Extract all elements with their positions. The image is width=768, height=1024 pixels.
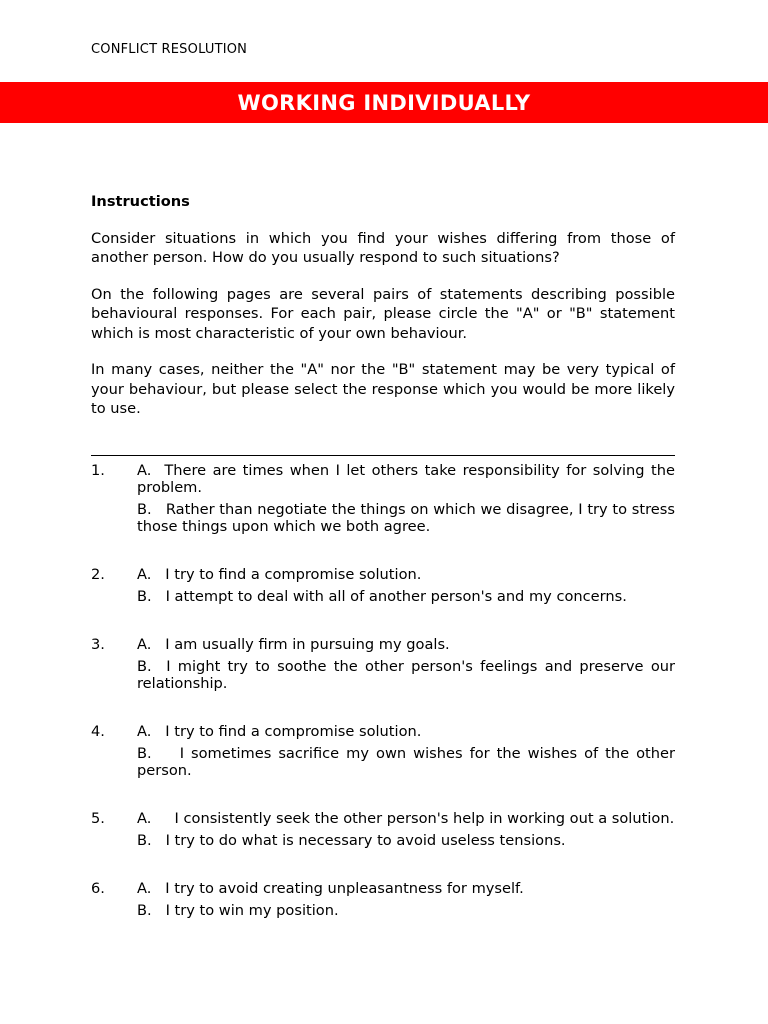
item-number: 2.: [91, 566, 105, 583]
page-title: WORKING INDIVIDUALLY: [237, 90, 531, 115]
instructions-heading: Instructions: [91, 193, 190, 210]
item-number: 5.: [91, 810, 105, 827]
section-label: CONFLICT RESOLUTION: [91, 42, 248, 57]
title-banner: [0, 82, 768, 123]
statement-pairs-list: [91, 462, 689, 950]
statement-a[interactable]: A. I try to find a compromise solution.: [137, 566, 422, 583]
statement-pair: [91, 723, 680, 784]
statement-a[interactable]: A. I consistently seek the other person's help in working out a solution.: [137, 810, 675, 827]
divider-line: [91, 455, 675, 456]
statement-a[interactable]: A. I am usually firm in pursuing my goals.: [137, 636, 450, 653]
statement-b[interactable]: B. I might try to soothe the other person's feelings and preserve our relationship.: [137, 658, 680, 692]
item-number: 6.: [91, 880, 105, 897]
statement-pair: [91, 880, 675, 924]
statement-b[interactable]: B. I attempt to deal with all of another person's and my concerns.: [137, 588, 627, 605]
instructions-paragraph: In many cases, neither the "A" nor the "B" statement may be very typical of your behaviour, but please select the response which you would be more likely to use.: [91, 361, 675, 417]
statement-pair: [91, 462, 689, 540]
statement-b[interactable]: B. Rather than negotiate the things on which we disagree, I try to stress those things upon which we both agree.: [137, 501, 680, 535]
item-number: 1.: [91, 462, 105, 479]
statement-b[interactable]: B. I sometimes sacrifice my own wishes for the wishes of the other person.: [137, 745, 680, 779]
statement-pair: [91, 810, 675, 854]
instructions-paragraph: Consider situations in which you find your wishes differing from those of another person. How do you usually respond to such situations?: [91, 229, 675, 266]
statement-a[interactable]: A. There are times when I let others take responsibility for solving the problem.: [137, 462, 689, 496]
instructions-section: [91, 192, 675, 436]
instructions-paragraph: On the following pages are several pairs of statements describing possible behavioural responses. For each pair, please circle the "A" or "B" statement which is most characteristic of your own behaviour.: [91, 285, 675, 342]
statement-b[interactable]: B. I try to win my position.: [137, 902, 339, 919]
statement-b[interactable]: B. I try to do what is necessary to avoid useless tensions.: [137, 832, 566, 849]
item-number: 3.: [91, 636, 105, 653]
item-number: 4.: [91, 723, 105, 740]
statement-pair: [91, 636, 680, 697]
statement-pair: [91, 566, 675, 610]
statement-a[interactable]: A. I try to avoid creating unpleasantness for myself.: [137, 880, 524, 897]
statement-a[interactable]: A. I try to find a compromise solution.: [137, 723, 422, 740]
